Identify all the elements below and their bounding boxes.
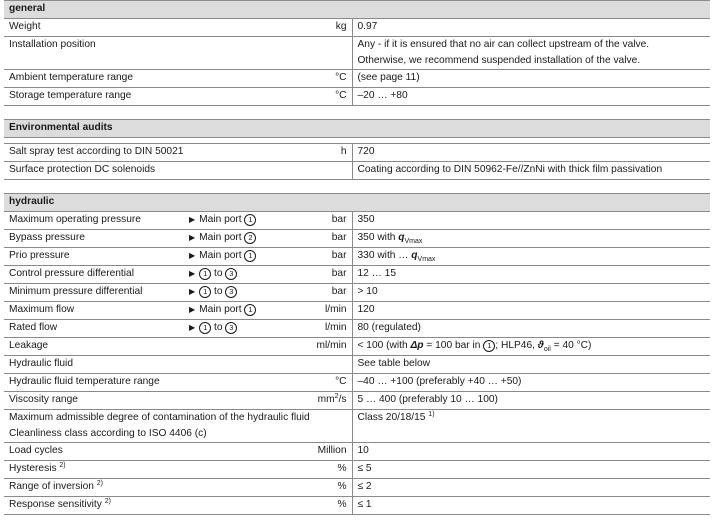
arrow-icon: ▶ [189, 251, 196, 260]
arrow-icon: ▶ [189, 305, 196, 314]
row-hydraulic-fluid: Hydraulic fluid See table below [4, 356, 710, 374]
row-installation: Installation position Any - if it is ensured that no air can collect upstream of the valve. Otherwise, we recommend suspended installation of the valve. [4, 37, 710, 70]
port-number-icon: 3 [225, 268, 237, 280]
row-leakage: Leakage ml/min < 100 (with Δp = 100 bar in 1 ; HLP46, $ϑ_{oil} = 40$ °C) [4, 338, 710, 356]
arrow-icon: ▶ [189, 269, 196, 278]
arrow-icon: ▶ [189, 233, 196, 242]
row-contamination: Maximum admissible degree of contamination of the hydraulic fluid Cleanliness class according to ISO 4406 (c) Class 20/18/15 $^{1)}$ [4, 410, 710, 443]
port-number-icon: 1 [244, 304, 256, 316]
row-rated-flow: Rated flow ▶ 1 to 3 l/min 80 (regulated) [4, 320, 710, 338]
port-number-icon: 1 [199, 286, 211, 298]
row-load-cycles: Load cycles Million 10 [4, 443, 710, 461]
spec-sheet [4, 0, 710, 515]
row-max-operating-pressure: Maximum operating pressure ▶ Main port 1 bar 350 [4, 212, 710, 230]
section-general: general [4, 1, 710, 19]
row-fluid-temperature: Hydraulic fluid temperature range °C –40 … +100 (preferably +40 … +50) [4, 374, 710, 392]
section-hydraulic: hydraulic [4, 194, 710, 212]
port-number-icon: 3 [225, 322, 237, 334]
port-number-icon: 1 [199, 268, 211, 280]
row-response-sensitivity: Response sensitivity $^{2)}$ % ≤ 1 [4, 497, 710, 515]
port-number-icon: 2 [244, 232, 256, 244]
row-prio-pressure: Prio pressure ▶ Main port 1 bar 330 with … $q_{Vmax}$ [4, 248, 710, 266]
spec-table [4, 0, 710, 515]
row-storage: Storage temperature range °C –20 … +80 [4, 88, 710, 106]
row-min-pressure-differential: Minimum pressure differential ▶ 1 to 3 bar > 10 [4, 284, 710, 302]
row-ambient: Ambient temperature range °C (see page 11) [4, 70, 710, 88]
port-number-icon: 1 [483, 340, 495, 352]
row-surface-protection: Surface protection DC solenoids Coating according to DIN 50962-Fe//ZnNi with thick film passivation [4, 162, 710, 180]
port-number-icon: 1 [244, 214, 256, 226]
port-number-icon: 1 [244, 250, 256, 262]
arrow-icon: ▶ [189, 287, 196, 296]
section-environmental: Environmental audits [4, 120, 710, 138]
arrow-icon: ▶ [189, 215, 196, 224]
row-bypass-pressure: Bypass pressure ▶ Main port 2 bar 350 with $q_{Vmax}$ [4, 230, 710, 248]
row-weight: Weight kg 0.97 [4, 19, 710, 37]
port-number-icon: 3 [225, 286, 237, 298]
row-control-pressure-differential: Control pressure differential ▶ 1 to 3 bar 12 … 15 [4, 266, 710, 284]
arrow-icon: ▶ [189, 323, 196, 332]
row-max-flow: Maximum flow ▶ Main port 1 l/min 120 [4, 302, 710, 320]
row-viscosity: Viscosity range $mm^2/s$ 5 … 400 (preferably 10 … 100) [4, 392, 710, 410]
row-range-of-inversion: Range of inversion $^{2)}$ % ≤ 2 [4, 479, 710, 497]
row-hysteresis: Hysteresis $^{2)}$ % ≤ 5 [4, 461, 710, 479]
port-number-icon: 1 [199, 322, 211, 334]
row-salt-spray: Salt spray test according to DIN 50021 h 720 [4, 144, 710, 162]
